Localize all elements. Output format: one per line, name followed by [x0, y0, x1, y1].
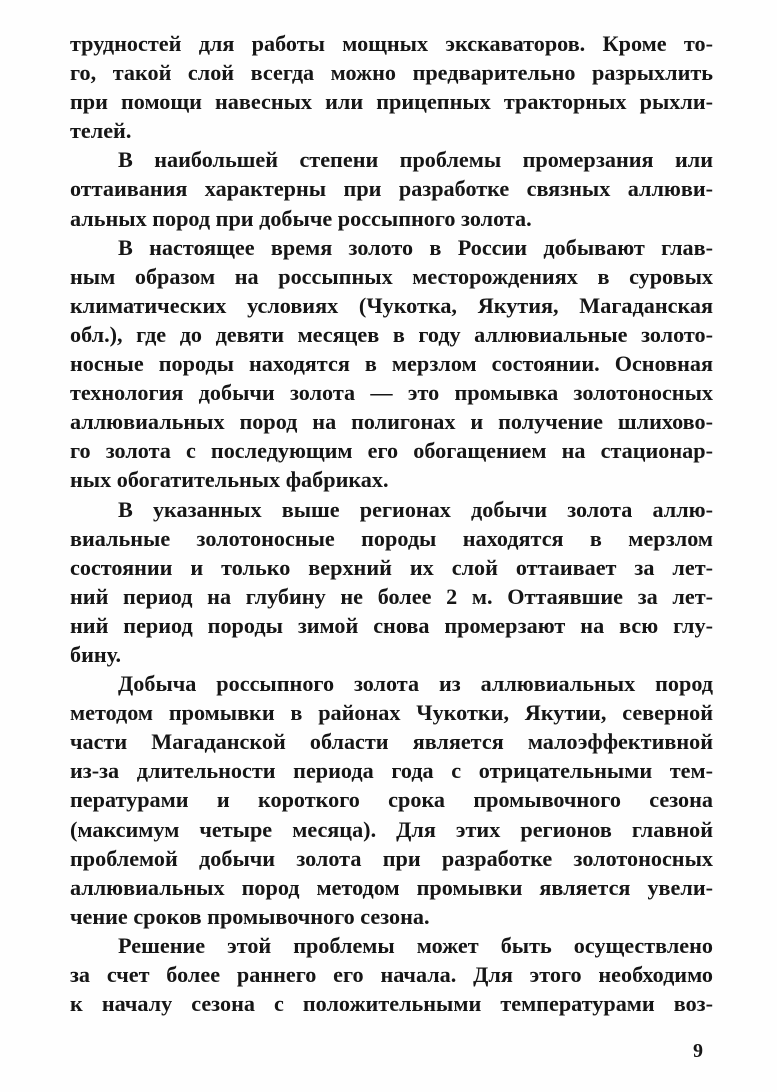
text-line: Решение этой проблемы может быть осуществлено [118, 932, 713, 958]
text-line: носные породы находятся в мерзлом состоянии. Основная [70, 351, 713, 377]
text-line: технология добычи золота — это промывка золотоносных [70, 380, 713, 406]
body-text [70, 29, 713, 1018]
text-line: ным образом на россыпных месторождениях в суровых [70, 263, 713, 289]
text-line: из-за длительности периода года с отрицательными тем- [70, 758, 713, 784]
text-line: проблемой добычи золота при разработке золотоносных [70, 845, 713, 871]
text-line: Добыча россыпного золота из аллювиальных пород [118, 671, 713, 697]
text-line: обл.), где до девяти месяцев в году аллювиальные золото- [70, 321, 713, 347]
paragraph-1 [70, 29, 713, 145]
text-line: ных обогатительных фабриках. [70, 467, 389, 493]
text-line: го золота с последующим его обогащением на стационар- [70, 438, 713, 464]
text-line: ний период породы зимой снова промерзают на всю глу- [70, 612, 713, 638]
paragraph-5 [70, 669, 713, 931]
paragraph-2 [70, 145, 713, 232]
text-line: телей. [70, 118, 132, 144]
text-line: (максимум четыре месяца). Для этих регионов главной [70, 816, 713, 842]
text-line: бину. [70, 641, 122, 667]
text-line: В настоящее время золото в России добывают глав- [118, 234, 713, 260]
text-line: аллювиальных пород методом промывки является увели- [70, 874, 713, 900]
text-line: методом промывки в районах Чукотки, Якутии, северной [70, 700, 713, 726]
text-line: оттаивания характерны при разработке связных аллюви- [70, 176, 713, 202]
text-line: трудностей для работы мощных экскаваторов. Кроме то- [70, 31, 713, 56]
text-line: аллювиальных пород на полигонах и получение шлихово- [70, 409, 713, 435]
text-line: го, такой слой всегда можно предварительно разрыхлить [70, 60, 713, 86]
paragraph-4 [70, 495, 713, 670]
paragraph-6 [70, 931, 713, 1018]
text-line: В указанных выше регионах добычи золота аллю- [118, 496, 713, 522]
text-line: за счет более раннего его начала. Для этого необходимо [70, 962, 713, 987]
text-line: альных пород при добыче россыпного золота. [70, 205, 532, 231]
text-line: ний период на глубину не более 2 м. Оттаявшие за лет- [70, 583, 713, 609]
text-line: чение сроков промывочного сезона. [70, 903, 430, 929]
text-line: пературами и короткого срока промывочного сезона [70, 787, 713, 813]
page-number: 9 [693, 1040, 703, 1062]
text-line: к началу сезона с положительными температурами воз- [70, 991, 713, 1017]
text-line: при помощи навесных или прицепных тракторных рыхли- [70, 89, 713, 115]
text-line: климатических условиях (Чукотка, Якутия, Магаданская [70, 292, 713, 318]
text-line: виальные золотоносные породы находятся в мерзлом [70, 525, 713, 551]
text-line: В наибольшей степени проблемы промерзания или [118, 147, 713, 173]
text-line: состоянии и только верхний их слой оттаивает за лет- [70, 554, 713, 580]
text-line: части Магаданской области является малоэффективной [70, 729, 713, 755]
paragraph-3 [70, 233, 713, 495]
